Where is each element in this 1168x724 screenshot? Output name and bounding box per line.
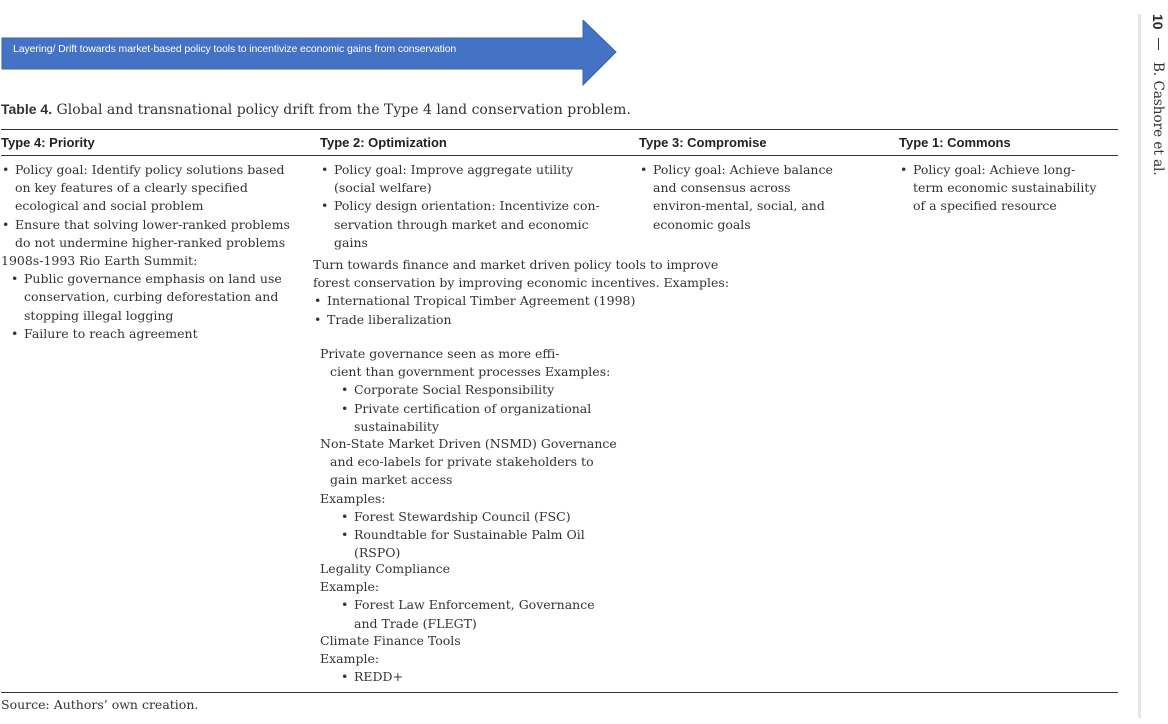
list-item: • Corporate Social Responsibility [320,381,620,399]
table-caption-label: Table 4. [1,101,53,117]
table-bottom-rule [1,692,1118,693]
type1-bullets [899,161,1104,216]
climate-bullets [320,668,620,686]
list-item: • Ensure that solving lower-ranked problems do not undermine higher-ranked problems [1,216,301,252]
type4-cell [1,161,301,343]
type4-rio-bullets [1,270,290,343]
type2-turn-text: Turn towards finance and market driven policy tools to improve forest conservation by improving economic incentives. Examples: [313,257,730,291]
type2-climate-block [320,632,620,687]
list-item: • Failure to reach agreement [10,325,290,343]
margin-separator [1158,38,1159,50]
type1-cell [899,161,1104,216]
type2-turn-block [313,256,733,329]
private-heading-line1: Private governance seen as more effi- [320,346,560,361]
legality-heading: Legality Compliance [320,561,451,576]
legality-example: Example: [320,579,380,595]
list-item: • Private certification of organizational sustainability [320,400,594,436]
nsmd-examples: Examples: [320,490,386,506]
type2-nsmd-block [320,435,620,562]
list-item: • Roundtable for Sustainable Palm Oil (RSPO) [320,526,594,562]
margin-bar [1138,14,1141,718]
type2-bullets [320,161,605,252]
header-rule [1,155,1118,156]
type4-bullets [1,161,301,252]
nsmd-heading-line1: Non-State Market Driven (NSMD) Governance [320,436,617,451]
list-item: • Policy goal: Achieve balance and consensus across environ-mental, social, and economic goals [639,161,844,234]
table-caption-text: Global and transnational policy drift from the Type 4 land conservation problem. [52,102,631,118]
type3-cell [639,161,844,234]
type2-cell [320,161,605,252]
list-item: • Policy goal: Achieve long-term economic sustainability of a specified resource [899,161,1104,216]
list-item: • Forest Law Enforcement, Governance and Trade (FLEGT) [320,596,620,632]
drift-arrow-label: Layering/ Drift towards market-based policy tools to incentivize economic gains from conservation [13,43,457,55]
list-item: • International Tropical Timber Agreement (1998) [313,292,733,310]
column-header-type2: Type 2: Optimization [320,135,447,150]
type3-bullets [639,161,844,234]
list-item: • Policy goal: Improve aggregate utility (social welfare) [320,161,605,197]
list-item: • Forest Stewardship Council (FSC) [320,508,620,526]
column-header-type4: Type 4: Priority [1,135,95,150]
type2-turn-bullets [313,292,733,328]
list-item: • Policy design orientation: Incentivize con-servation through market and economic gains [320,197,605,252]
page-number: 10 [1150,14,1166,30]
type4-rio-heading: 1908s-1993 Rio Earth Summit: [1,253,198,269]
private-heading-line2: cient than government processes Examples: [330,364,611,380]
table-caption [1,101,631,118]
type2-private-block [320,345,620,436]
climate-heading: Climate Finance Tools [320,633,461,648]
legality-bullets [320,596,620,632]
private-bullets [320,381,620,436]
list-item: • Public governance emphasis on land use conservation, curbing deforestation and stopping illegal logging [10,270,290,325]
climate-example: Example: [320,651,380,667]
list-item: • REDD+ [320,668,620,686]
list-item: • Trade liberalization [313,311,733,329]
type2-legality-block [320,560,620,633]
list-item: • Policy goal: Identify policy solutions based on key features of a clearly specified ecological and social problem [1,161,301,216]
source-note: Source: Authors’ own creation. [1,697,199,712]
nsmd-heading-line2: and eco-labels for private stakeholders to gain market access [330,454,594,488]
running-head: B. Cashore et al. [1150,62,1166,176]
table-top-rule [1,129,1118,130]
column-header-type3: Type 3: Compromise [639,135,767,150]
nsmd-bullets [320,508,620,563]
column-header-type1: Type 1: Commons [899,135,1011,150]
